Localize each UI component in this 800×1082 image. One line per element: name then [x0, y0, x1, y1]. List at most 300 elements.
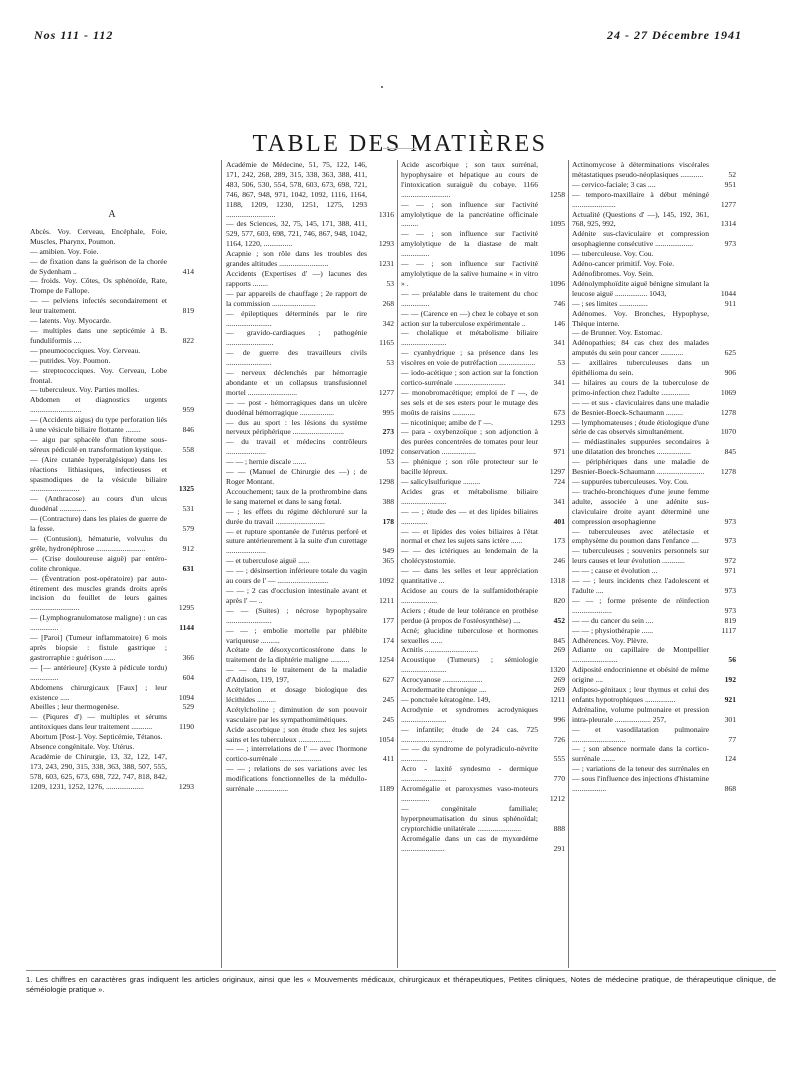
- index-entry-page: 401: [553, 516, 565, 526]
- index-entry-page: 269: [553, 685, 565, 695]
- index-entry-text: Adénopathies; 84 cas chez des malades amputés du sein pour cancer ............: [572, 338, 709, 358]
- index-entry-page: 411: [382, 754, 394, 764]
- index-entry: [226, 556, 394, 566]
- index-entry-page: 949: [382, 546, 394, 556]
- index-entry: [226, 219, 394, 249]
- index-entry-text: — iodo-acétique ; son action sur la fonction cortico-surrénale ...........................: [401, 368, 538, 387]
- index-entry-text: Adéno-cancer primitif. Voy. Foie.: [572, 259, 675, 269]
- printer-dot: [381, 86, 383, 88]
- index-entry-text: — et rupture spontanée de l'utérus perforé et suture antérieurement à la suite d'un curettage .....................: [226, 526, 367, 556]
- index-entry-page: 1298: [378, 477, 394, 486]
- index-entry-text: — cholalique et métabolisme biliaire ........................: [401, 328, 538, 348]
- index-entry: [401, 418, 565, 428]
- index-entry-page: 627: [382, 675, 394, 685]
- index-entry-text: — — du syndrome de polyradiculo-névrite ..............: [401, 744, 538, 764]
- index-entry-page: 921: [724, 694, 736, 704]
- index-entry-text: Adénolymphoïdite aiguë bénigne simulant la leucose aiguë ................. 1043,: [572, 278, 709, 298]
- index-entry-text: — des Sciences, 32, 75, 145, 171, 388, 411, 529, 577, 603, 698, 721, 746, 867, 948, 1042, 1164, 1220, ...............: [226, 219, 367, 249]
- index-entry: [226, 249, 394, 269]
- index-entry-text: — par appareils de chauffage ; 2e rapport de la commission .......................: [226, 288, 367, 308]
- index-entry: [30, 257, 194, 277]
- index-entry-text: — ; variations de la teneur des surrénales en — sous l'influence des injections d'histamine ..................: [572, 764, 709, 794]
- index-entry-text: — (Contracture) dans les plaies de guerre de la fesse.: [30, 514, 167, 534]
- index-entry: [401, 705, 565, 725]
- index-entry-text: Adiante ou capillaire de Montpellier ........................: [572, 645, 709, 665]
- index-entry-text: — — préalable dans le traitement du choc ...............: [401, 288, 538, 308]
- index-entry: [572, 378, 736, 398]
- index-entry-text: — tuberculeuse. Voy. Cou.: [572, 249, 654, 259]
- index-entry: [572, 210, 736, 230]
- index-entry-text: Absence congénitale. Voy. Utérus.: [30, 742, 135, 752]
- index-entry: [226, 764, 394, 794]
- index-entry-text: — de guerre des travailleurs civils ........................: [226, 348, 367, 368]
- index-entry: [572, 626, 736, 636]
- index-entry: [401, 229, 565, 259]
- index-entry-text: — streptococciques. Voy. Cerveau, Lobe frontal.: [30, 365, 167, 385]
- index-entry-text: — lymphomateuses ; étude étiologique d'une série de cas observés simultanément.: [572, 417, 709, 437]
- index-entry-text: — pneumococciques. Voy. Cerveau.: [30, 345, 141, 355]
- index-entry-page: 56: [728, 655, 736, 665]
- index-entry-text: — (Éventration post-opératoire) par auto-étirement des muscles grands droits après incision du feuillet de leurs gaines ..........................: [30, 573, 167, 613]
- index-entry: [30, 494, 194, 514]
- index-entry: [572, 764, 736, 794]
- index-entry: [226, 457, 394, 467]
- index-entry: [401, 834, 565, 854]
- index-column-4: [572, 160, 736, 968]
- index-entry-page: 269: [553, 645, 565, 655]
- index-entry-text: — — ; hernie discale .......: [226, 457, 307, 467]
- index-entry: [226, 418, 394, 438]
- index-entry: [401, 744, 565, 764]
- index-entry: [572, 645, 736, 665]
- index-entry-page: 1096: [549, 249, 565, 259]
- index-entry: [226, 160, 394, 219]
- index-entry-page: 845: [553, 635, 565, 645]
- index-entry-page: 1277: [720, 199, 736, 209]
- index-entry-text: Acrocyanose .....................: [401, 675, 483, 685]
- index-entry-page: 625: [724, 348, 736, 358]
- index-entry-text: — amibien. Voy. Foie.: [30, 246, 99, 256]
- index-entry-text: Acétate de désoxycorticostérone dans le traitement de la diphtérie maligne ..........: [226, 645, 367, 665]
- index-entry: [226, 289, 394, 309]
- index-entry: [401, 457, 565, 477]
- index-entry-text: Acidose au cours de la sulfamidothérapie ...................: [401, 585, 538, 605]
- index-entry-text: — para - oxybenzoïque ; son adjonction à des purées concentrées de tomates pour leur conservation ..................: [401, 427, 538, 457]
- index-entry: [572, 398, 736, 418]
- index-entry-page: 1096: [549, 278, 565, 288]
- index-entry: [226, 645, 394, 665]
- index-entry-page: 1277: [378, 387, 394, 397]
- index-entry: [401, 289, 565, 309]
- index-entry: [572, 299, 736, 309]
- index-entry-text: Acoustique (Tumeurs) ; sémiologie ........................: [401, 655, 538, 675]
- index-entry: [572, 249, 736, 259]
- index-entry-page: 1095: [549, 219, 565, 229]
- issue-date: 24 - 27 Décembre 1941: [607, 28, 742, 42]
- index-entry-page: 245: [382, 714, 394, 724]
- index-entry-text: Adénomes. Voy. Bronches, Hypophyse, Thèque interne.: [572, 308, 709, 328]
- index-entry-page: 341: [553, 338, 565, 348]
- index-entry: [30, 316, 194, 326]
- index-entry-text: Adénofibromes. Voy. Sein.: [572, 268, 654, 278]
- index-entry-text: — — ; désinsertion inférieure totale du vagin au cours de l' — ...........................: [226, 566, 367, 586]
- index-entry: [30, 435, 194, 455]
- index-entry-page: 1069: [720, 387, 736, 397]
- index-entry-page: 1278: [720, 407, 736, 417]
- index-entry-text: Académie de Chirurgie, 13, 32, 122, 147, 173, 243, 290, 315, 338, 363, 388, 507, 555, 578, 603, 625, 673, 698, 722, 747, 818, 842, 1209, 1231, 1252, 1276, ....................: [30, 751, 167, 791]
- index-entry: [572, 527, 736, 547]
- index-entry: [30, 366, 194, 386]
- index-entry-page: 1231: [378, 259, 394, 269]
- index-entry-text: — congénitale familiale; hyperpneumatisation du sinus sphénoïdal; cryptorchidie unilatérale .......................: [401, 803, 538, 833]
- index-entry-page: 819: [724, 615, 736, 625]
- index-entry-page: 341: [553, 377, 565, 387]
- index-entry-text: — — dans le traitement de la maladie d'Addison, 119, 197,: [226, 665, 367, 685]
- index-entry-page: 579: [182, 524, 194, 534]
- index-entry: [572, 636, 736, 646]
- index-entry: [572, 725, 736, 745]
- index-entry-text: — — ; interrelations de l' — avec l'hormone cortico-surrénale ......................: [226, 744, 367, 764]
- index-entry: [401, 160, 565, 200]
- index-entry: [30, 702, 194, 712]
- index-entry: [226, 725, 394, 745]
- index-entry-page: 996: [553, 714, 565, 724]
- index-entry: [30, 534, 194, 554]
- index-entry-text: — — (Suites) ; nécrose hypophysaire ........................: [226, 605, 367, 625]
- index-entry-text: — — des ictériques au lendemain de la cholécystostomie.: [401, 546, 538, 566]
- index-entry: [226, 348, 394, 368]
- index-entry-page: 1070: [720, 427, 736, 437]
- index-entry-page: 1293: [549, 417, 565, 427]
- index-entry-page: 820: [553, 595, 565, 605]
- index-entry-text: Actinomycose à déterminations viscérales métastatiques pseudo-néoplasiques ............: [572, 160, 709, 179]
- index-entry: [401, 586, 565, 606]
- index-entry-page: 846: [182, 425, 194, 435]
- index-entry-page: 531: [182, 504, 194, 514]
- index-entry-page: 53: [386, 358, 394, 368]
- index-entry: [30, 395, 194, 415]
- index-entry-page: 146: [553, 318, 565, 328]
- index-entry: [572, 269, 736, 279]
- index-entry-text: — dus au sport : les lésions du système nerveux périphérique ...........................: [226, 417, 367, 437]
- index-entry-page: 1117: [721, 625, 736, 635]
- index-entry-page: 973: [724, 605, 736, 615]
- index-entry: [30, 415, 194, 435]
- index-entry-text: — froids. Voy. Côtes, Os sphénoïde, Rate, Trompe de Fallope.: [30, 276, 167, 296]
- section-letter: A: [108, 209, 116, 220]
- index-entry: [30, 574, 194, 614]
- index-entry-text: — — post - hémorragiques dans un ulcère duodénal hémorragique ..................: [226, 397, 367, 417]
- index-entry: [401, 725, 565, 745]
- index-entry: [572, 160, 736, 180]
- index-entry: [30, 227, 194, 247]
- index-entry: [401, 309, 565, 329]
- index-entry-text: — nicotinique; amibe de l' —.: [401, 417, 494, 427]
- index-entry-page: 1295: [178, 603, 194, 613]
- index-entry: [30, 296, 194, 316]
- index-entry-text: Acro - laxité syndesmo - dermique ........................: [401, 764, 538, 784]
- index-entry-page: 1092: [378, 447, 394, 457]
- index-entry: [572, 358, 736, 378]
- index-entry-text: — (Crise douloureuse aiguë) par entéro-colite chronique.: [30, 553, 167, 573]
- index-entry-page: 1293: [178, 781, 194, 791]
- index-entry-text: — (Aire cutanée hyperalgésique) dans les réactions lithiasiques, infectieuses et spasmodiques de la vésicule biliaire ..........................: [30, 454, 167, 494]
- issue-number: Nos 111 - 112: [34, 28, 114, 42]
- index-entry: [30, 346, 194, 356]
- index-entry-page: 604: [182, 672, 194, 682]
- index-entry-text: Abeilles ; leur thermogenèse.: [30, 702, 119, 712]
- index-entry-text: Abortum [Post-]. Voy. Septicémie, Tétanos.: [30, 732, 163, 742]
- index-entry-page: 726: [553, 734, 565, 744]
- index-entry: [30, 732, 194, 742]
- index-entry-text: — (Accidents aigus) du type perforation liés à une vésicule biliaire flottante ........: [30, 415, 167, 435]
- index-entry-page: 973: [724, 536, 736, 546]
- index-column-2: [226, 160, 394, 968]
- index-entry: [226, 527, 394, 557]
- index-entry-text: — — ; forme présente de réinfection .....................: [572, 595, 709, 615]
- index-entry-text: — (Piqures d') — multiples et sérums antitoxiques dans leur traitement ...........: [30, 712, 167, 732]
- index-entry: [401, 626, 565, 646]
- index-entry-text: — — ; son influence sur l'activité amylolytique de la salive humaine « in vitro » .: [401, 259, 538, 288]
- index-entry-page: 192: [724, 675, 736, 685]
- index-entry-text: Acapnie ; son rôle dans les troubles des grandes altitudes ..........................: [226, 249, 367, 269]
- index-entry: [572, 309, 736, 329]
- index-entry-page: 177: [382, 615, 394, 625]
- index-entry-page: 959: [182, 405, 194, 415]
- index-entry: [226, 467, 394, 487]
- index-entry-text: — [— antérieure] (Kyste à pédicule tordu) ...............: [30, 662, 167, 682]
- index-entry-page: 1094: [178, 692, 194, 702]
- index-entry: [572, 418, 736, 438]
- index-entry-text: Actualité (Questions d' —), 145, 192, 361, 768, 925, 992,: [572, 209, 709, 229]
- index-entry-page: 631: [182, 563, 194, 573]
- index-entry: [30, 633, 194, 663]
- index-entry-text: — — ; étude des — et des lipides biliaires ..............: [401, 506, 538, 526]
- index-entry: [226, 309, 394, 329]
- index-entry-page: 268: [382, 298, 394, 308]
- index-entry: [572, 477, 736, 487]
- index-entry-page: 52: [728, 169, 736, 179]
- index-entry: [226, 507, 394, 527]
- index-entry: [30, 613, 194, 633]
- index-entry-text: Adiposité endocrinienne et obésité de même origine ....: [572, 665, 709, 685]
- index-entry: [226, 586, 394, 606]
- index-entry-page: 868: [724, 784, 736, 794]
- index-entry-page: 912: [182, 543, 194, 553]
- index-entry-page: 1293: [378, 239, 394, 249]
- index-entry-page: 124: [724, 754, 736, 764]
- index-entry-page: 558: [182, 444, 194, 454]
- index-entry-text: — — ; son influence sur l'activité amylolytique de la diastase de malt ...............: [401, 229, 538, 259]
- index-entry-text: — axillaires tuberculeuses dans un épithélioma du sein.: [572, 358, 709, 378]
- index-entry: [401, 685, 565, 695]
- index-entry-page: 724: [553, 477, 565, 486]
- index-entry: [572, 616, 736, 626]
- index-entry: [572, 744, 736, 764]
- index-entry-text: — gravido-cardiaques ; pathogénie .........................: [226, 328, 367, 348]
- index-entry-page: 1254: [378, 655, 394, 665]
- index-entry-text: Acrodermatite chronique ....: [401, 685, 487, 695]
- footnote: 1. Les chiffres en caractères gras indiquent les articles originaux, ainsi que les « Mouvements médicaux, chirurgicaux et thérapeutiques, Petites cliniques, Notes de médecine pratique, de thérapeutique clinique, de séméiologie pratique ».: [26, 970, 776, 995]
- index-entry-text: — temporo-maxillaire à début méningé .......................: [572, 189, 709, 209]
- index-entry-page: 388: [382, 496, 394, 506]
- index-entry-page: 770: [553, 774, 565, 784]
- index-entry: [401, 487, 565, 507]
- index-entry-text: — monobromacétique; emploi de l' —, de ses sels et de ses esters pour le mutage des moûts de raisins ............: [401, 387, 538, 417]
- index-entry-text: — cervico-faciale; 3 cas ....: [572, 179, 656, 189]
- title-rule: [383, 148, 417, 149]
- index-entry-text: — — ; 2 cas d'occlusion intestinale avant et après l' — ..: [226, 585, 367, 605]
- index-entry-text: — aigu par sphacèle d'un fibrome sous-séreux pédiculé en transformation kystique.: [30, 434, 167, 454]
- index-entry-page: 972: [724, 556, 736, 566]
- index-entry-text: — tuberculeux. Voy. Parties molles.: [30, 385, 140, 395]
- index-entry-text: — (Lymphogranulomatose maligne) : un cas ...............: [30, 613, 167, 633]
- index-entry-text: — suppurées tuberculeuses. Voy. Cou.: [572, 477, 689, 486]
- column-divider: [397, 160, 398, 968]
- index-entry-page: 911: [724, 298, 736, 308]
- index-entry-page: 1211: [550, 694, 565, 704]
- column-divider: [221, 160, 222, 968]
- index-entry: [401, 427, 565, 457]
- index-entry-page: 906: [724, 368, 736, 378]
- index-entry-page: 951: [724, 179, 736, 189]
- index-entry: [30, 742, 194, 752]
- index-entry-text: — de Brunner. Voy. Estomac.: [572, 328, 663, 338]
- index-entry-page: 1316: [378, 209, 394, 219]
- index-entry: [572, 229, 736, 249]
- index-entry-page: 888: [553, 823, 565, 833]
- index-entry-text: — — dans les selles et leur appréciation quantitative ...: [401, 566, 538, 586]
- index-entry-page: 1092: [378, 576, 394, 586]
- index-entry-text: Adrénaline, volume pulmonaire et pression intra-pleurale ................... 257,: [572, 704, 709, 724]
- index-entry-page: 1189: [379, 784, 394, 794]
- index-entry-page: 301: [724, 714, 736, 724]
- index-entry: [226, 626, 394, 646]
- index-entry-text: — — du cancer du sein ....: [572, 615, 654, 625]
- index-entry: [30, 663, 194, 683]
- index-entry-text: — ; les effets du régime déchloruré sur la durée du travail ..........................: [226, 506, 367, 526]
- index-entry: [30, 247, 194, 257]
- index-entry: [30, 276, 194, 296]
- index-entry: [401, 645, 565, 655]
- index-entry-text: Abdomen et diagnostics urgents ...........................: [30, 395, 167, 415]
- index-entry: [226, 487, 394, 507]
- index-entry: [401, 348, 565, 368]
- index-entry: [572, 180, 736, 190]
- index-entry-page: 452: [553, 615, 565, 625]
- index-entry-text: — putrides. Voy. Poumon.: [30, 355, 111, 365]
- index-entry-page: 1165: [379, 338, 394, 348]
- index-entry-text: Acromégalie dans un cas de myxœdème .......................: [401, 833, 538, 853]
- index-entry-text: — infantile; étude de 24 cas. 725 ...........................: [401, 724, 538, 744]
- index-entry-text: — nerveux déclenchés par hémorragie abondante et un collapsus transfusionnel mortel ..........................: [226, 368, 367, 397]
- index-entry-page: 245: [382, 694, 394, 704]
- index-entry-page: 291: [553, 843, 565, 853]
- index-entry-text: Acnitis ............................: [401, 645, 478, 655]
- index-entry-text: Académie de Médecine, 51, 75, 122, 146, 171, 242, 268, 289, 315, 338, 363, 388, 411, 483, 506, 530, 554, 578, 603, 673, 698, 721, 746, 867, 948, 971, 1042, 1092, 1116, 1164, 1188, 1209, 1230, 1251, 1275, 1293 ..........................: [226, 160, 367, 219]
- index-entry-text: — périphériques dans une maladie de Besnier-Boeck-Schaumann .........................: [572, 457, 709, 477]
- index-entry: [226, 437, 394, 457]
- index-entry: [401, 259, 565, 289]
- index-entry: [401, 566, 565, 586]
- index-entry-page: 822: [182, 335, 194, 345]
- index-entry-page: 973: [724, 516, 736, 526]
- index-entry-text: — — et lipides des voies biliaires à l'état normal et chez les sujets sans ictère ......: [401, 526, 538, 546]
- index-entry: [572, 685, 736, 705]
- index-entry-text: Acide ascorbique ; son étude chez les sujets sains et les tuberculeux .................: [226, 724, 367, 744]
- index-entry: [226, 665, 394, 685]
- index-entry-text: Abdomens chirurgicaux [Faux] ; leur existence .....: [30, 682, 167, 702]
- index-entry-text: — — pelviens infectés secondairement et leur traitement.: [30, 296, 167, 316]
- index-entry-page: 1325: [178, 484, 194, 494]
- index-entry: [226, 566, 394, 586]
- index-entry-text: — latents. Voy. Myocarde.: [30, 316, 112, 326]
- index-entry-text: — tuberculeuses ; souvenirs personnels sur leurs causes et leur évolution ............: [572, 546, 709, 566]
- index-entry-page: 973: [724, 239, 736, 249]
- index-entry: [401, 606, 565, 626]
- index-entry-text: — tuberculeuses avec atélectasie et emphysème du poumon dans l'enfance ....: [572, 526, 709, 546]
- index-entry: [226, 328, 394, 348]
- index-entry: [572, 576, 736, 596]
- index-entry-text: Adiposo-génitaux ; leur thymus et celui des enfants hypotrophiques ................: [572, 685, 709, 704]
- index-entry-text: Acrodynie et syndromes acrodyniques ........................: [401, 704, 538, 724]
- index-entry-text: — épileptiques déterminés par le rire ........................: [226, 308, 367, 328]
- index-entry: [401, 784, 565, 804]
- index-entry: [572, 596, 736, 616]
- index-entry: [572, 705, 736, 725]
- index-entry: [401, 368, 565, 388]
- index-entry-page: 273: [382, 427, 394, 437]
- index-entry-page: 973: [724, 585, 736, 595]
- index-entry: [401, 764, 565, 784]
- index-entry-text: — et tuberculose aiguë ......: [226, 556, 310, 566]
- index-entry-page: 819: [182, 306, 194, 316]
- index-entry: [572, 546, 736, 566]
- index-entry-text: — — ; physiothérapie ......: [572, 625, 653, 635]
- index-entry: [572, 279, 736, 299]
- index-entry-page: 555: [553, 754, 565, 764]
- index-column-1: [30, 160, 194, 968]
- index-entry-text: Adhérences. Voy. Plèvre.: [572, 635, 649, 645]
- index-entry-page: 342: [382, 318, 394, 328]
- index-entry-text: — [Paroi] (Tumeur inflammatoire) 6 mois après biopsie : fistule gastrique ; gastrorraphie : guérison ......: [30, 633, 167, 662]
- index-entry-text: — du travail et médecins contrôleurs .....................: [226, 437, 367, 457]
- index-column-3: [401, 160, 565, 968]
- index-entry-text: — (Contusion), hématurie, volvulus du grêle, hydronéphrose ..........................: [30, 534, 167, 553]
- page-title: TABLE DES MATIÈRES: [252, 131, 548, 158]
- index-entry: [401, 507, 565, 527]
- index-entry-text: Acné; glucidine tuberculose et hormones sexuelles ......: [401, 625, 538, 645]
- index-entry-text: — — ; relations de ses variations avec les modifications fonctionnelles de la médullo-surrénale .................: [226, 764, 367, 794]
- index-entry: [401, 695, 565, 705]
- index-entry: [401, 527, 565, 547]
- index-entry-text: — phénique ; son rôle protecteur sur le bacille lépreux.: [401, 457, 538, 477]
- index-entry-page: 246: [553, 556, 565, 566]
- index-entry: [30, 356, 194, 366]
- index-entry-text: — cyanhydrique ; sa présence dans les viscères en voie de putréfaction ...................: [401, 348, 538, 368]
- index-entry-page: 529: [182, 702, 194, 712]
- index-entry-text: — — ; son influence sur l'activité amylolytique de la pancréatine officinale .........: [401, 199, 538, 229]
- index-entry-page: 269: [553, 675, 565, 685]
- index-entry-page: 1054: [378, 734, 394, 744]
- index-entry-text: — — ; embolie mortelle par phlébite variqueuse ..........: [226, 625, 367, 645]
- index-entry-page: 366: [182, 652, 194, 662]
- index-entry-text: Accouchement; taux de la prothrombine dans le sang maternel et dans le sang fœtal.: [226, 486, 367, 506]
- index-entry-page: 174: [382, 635, 394, 645]
- index-entry: [401, 546, 565, 566]
- index-entry-text: — médiastinales suppurées secondaires à une dilatation des bronches ..................: [572, 437, 709, 457]
- index-entry-text: Acides gras et métabolisme biliaire ........................: [401, 486, 538, 506]
